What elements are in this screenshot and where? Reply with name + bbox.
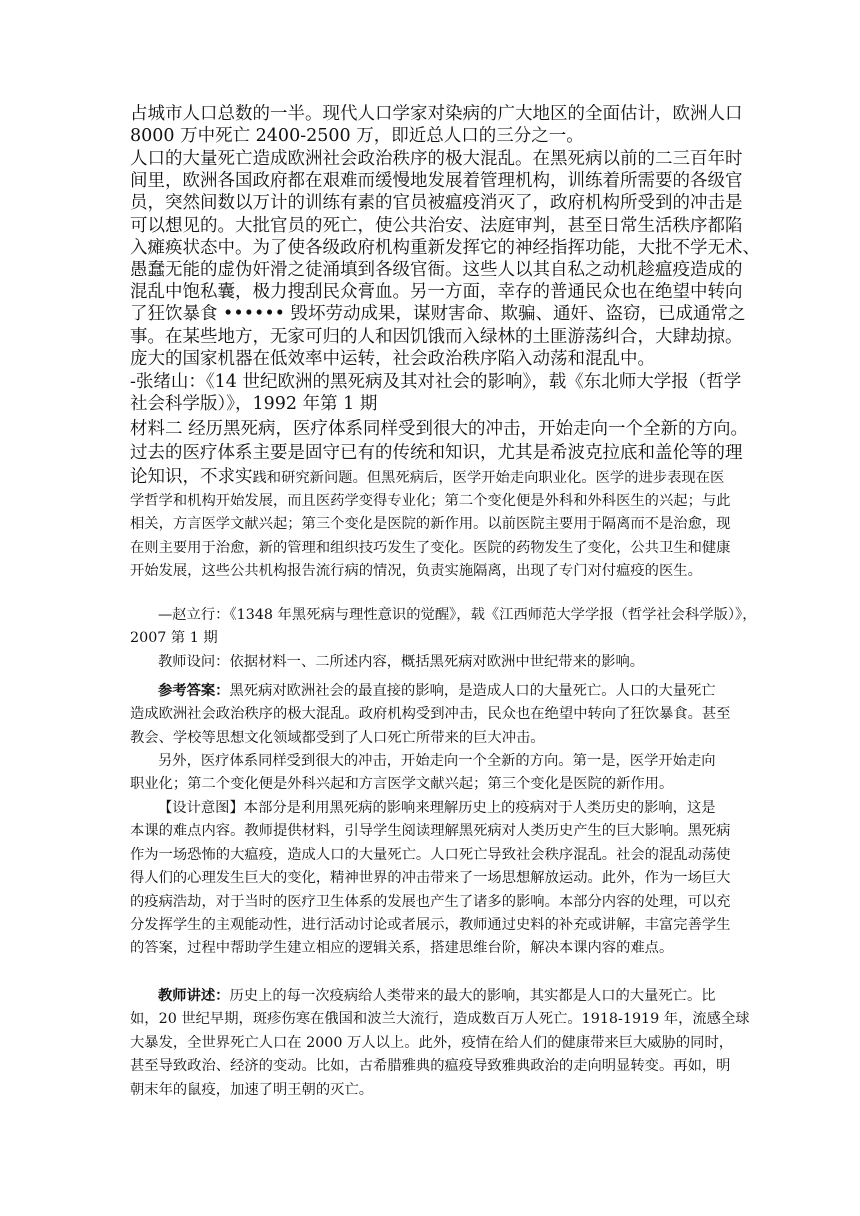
text-segment: 论知识，不求实 [130, 467, 253, 487]
text-line: 间里，欧洲各国政府都在艰难而缓慢地发展着管理机构，训练着所需要的各级官 [130, 171, 743, 192]
citation-1 [130, 371, 742, 415]
text-line: 得人们的心理发生巨大的变化，精神世界的冲击带来了一场思想解放运动。此外，作为一场巨大 [130, 870, 731, 887]
text-line: 过去的医疗体系主要是固守已有的传统和知识，尤其是希波克拉底和盖伦等的理 [130, 443, 743, 463]
text-line: 了狂饮暴食 •••••• 毁坏劳动成果，谋财害命、欺骗、通奸、盗窃，已成通常之 [130, 304, 746, 325]
text-line: 入瘫痪状态中。为了使各级政府机构重新发挥它的神经指挥功能，大批不学无术、 [130, 237, 760, 258]
citation-2 [130, 604, 757, 651]
teacher-question [130, 651, 730, 674]
design-intent-label: 【设计意图】 [158, 800, 244, 816]
text-line: 人口的大量死亡造成欧洲社会政治秩序的极大混乱。在黑死病以前的二三百年时 [130, 149, 743, 169]
text-line: 在则主要用于治愈，新的管理和组织技巧发生了变化。医院的药物发生了变化，公共卫生和健康 [130, 539, 731, 556]
material1-tail [130, 103, 743, 147]
text-line: 甚至导致政治、经济的变动。比如，古希腊雅典的瘟疫导致雅典政治的走向明显转变。再如，明 [130, 1058, 731, 1075]
text-line: 朝末年的鼠疫，加速了明王朝的灭亡。 [130, 1081, 374, 1098]
text-line: 教会、学校等思想文化领域都受到了人口死亡所带来的巨大冲击。 [130, 729, 545, 746]
text-line: 社会科学版）》，1992 年第 1 期 [130, 394, 378, 415]
teacher-lecture-label: 教师讲述： [158, 988, 230, 1004]
text-line: 开始发展，这些公共机构报告流行病的情况，负责实施隔离，出现了专门对付瘟疫的医生。 [130, 563, 702, 580]
text-line-mixed [130, 465, 730, 490]
teacher-lecture [130, 985, 750, 1102]
text-line: —赵立行：《1348 年黑死病与理性意识的觉醒》，载《江西师范大学学报（哲学社会科学版）》， [158, 607, 757, 623]
text-line: 造成欧洲社会政治秩序的极大混乱。政府机构受到冲击，民众也在绝望中转向了狂饮暴食。甚至 [130, 706, 731, 723]
text-line: 相关，方言医学文献兴起；第三个变化是医院的新作用。以前医院主要用于隔离而不是治愈，现 [130, 516, 731, 533]
material2 [130, 417, 749, 584]
reference-answer-label: 参考答案： [158, 683, 230, 699]
text-line [130, 797, 730, 820]
text-segment: 践和研究新问题。但黑死病后，医学开始走向职业化。医学的进步表现在医 [252, 470, 725, 486]
text-line: 另外，医疗体系同样受到很大的冲击，开始走向一个全新的方向。第一是，医学开始走向 [158, 753, 716, 769]
text-line [130, 985, 730, 1008]
answer-part-2 [130, 750, 730, 797]
text-line: 的答案，过程中帮助学生建立相应的逻辑关系，搭建思维台阶，解决本课内容的难点。 [130, 940, 674, 957]
text-segment: 本部分是利用黑死病的影响来理解历史上的疫病对于人类历史的影响，这是 [243, 800, 716, 816]
design-intent [130, 797, 730, 961]
reference-answer [130, 680, 730, 750]
material2-heading-line: 材料二 经历黑死病，医疗体系同样受到很大的冲击，开始走向一个全新的方向。 [130, 419, 749, 439]
text-line: 职业化；第二个变化便是外科兴起和方言医学文献兴起；第三个变化是医院的新作用。 [130, 776, 674, 793]
text-line: 本课的难点内容。教师提供材料，引导学生阅读理解黑死病对人类历史产生的巨大影响。黑死病 [130, 823, 731, 840]
text-line: 混乱中饱私囊，极力搜刮民众膏血。另一方面，幸存的普通民众也在绝望中转向 [130, 282, 743, 303]
text-line: 大暴发，全世界死亡人口在 2000 万人以上。此外，疫情在给人们的健康带来巨大威胁的同时， [130, 1034, 734, 1051]
text-line: 员，突然间数以万计的训练有素的官员被瘟疫消灭了，政府机构所受到的冲击是 [130, 193, 743, 214]
text-line: -张绪山：《14 世纪欧洲的黑死病及其对社会的影响》，载《东北师大学报（哲学 [130, 372, 742, 392]
text-line [130, 680, 730, 703]
text-line: 占城市人口总数的一半。现代人口学家对染病的广大地区的全面估计，欧洲人口 [130, 104, 743, 124]
text-line: 的疫病浩劫，对于当时的医疗卫生体系的发展也产生了诸多的影响。本部分内容的处理，可以充 [130, 893, 731, 910]
text-line: 分发挥学生的主观能动性，进行活动讨论或者展示，教师通过史料的补充或讲解，丰富完善学生 [130, 917, 731, 934]
text-line: 8000 万中死亡 2400-2500 万，即近总人口的三分之一。 [130, 126, 584, 147]
text-line: 可以想见的。大批官员的死亡，使公共治安、法庭审判，甚至日常生活秩序都陷 [130, 215, 743, 236]
text-segment: 黑死病对欧洲社会的最直接的影响，是造成人口的大量死亡。人口的大量死亡 [229, 683, 716, 699]
text-line: 学哲学和机构开始发展，而且医药学变得专业化；第二个变化便是外科和外科医生的兴起；与此 [130, 493, 731, 509]
text-line: 愚蠢无能的虚伪奸滑之徒涌填到各级官衙。这些人以其自私之动机趁瘟疫造成的 [130, 260, 743, 281]
text-line: 2007 第 1 期 [130, 630, 218, 647]
material1-paragraph [130, 148, 760, 370]
text-line: 作为一场恐怖的大瘟疫，造成人口的大量死亡。人口死亡导致社会秩序混乱。社会的混乱动荡使 [130, 846, 731, 863]
text-line: 事。在某些地方，无家可归的人和因饥饿而入绿林的土匪游荡纠合，大肆劫掠。 [130, 326, 743, 347]
text-line: 如，20 世纪早期，斑疹伤寒在俄国和波兰大流行，造成数百万人死亡。1918-1919 年，流感全球 [130, 1011, 750, 1028]
teacher-question-text: 教师设问：依据材料一、二所述内容，概括黑死病对欧洲中世纪带来的影响。 [158, 654, 645, 670]
text-segment: 历史上的每一次疫病给人类带来的最大的影响，其实都是人口的大量死亡。比 [229, 988, 716, 1004]
text-line: 庞大的国家机器在低效率中运转，社会政治秩序陷入动荡和混乱中。 [130, 348, 655, 369]
